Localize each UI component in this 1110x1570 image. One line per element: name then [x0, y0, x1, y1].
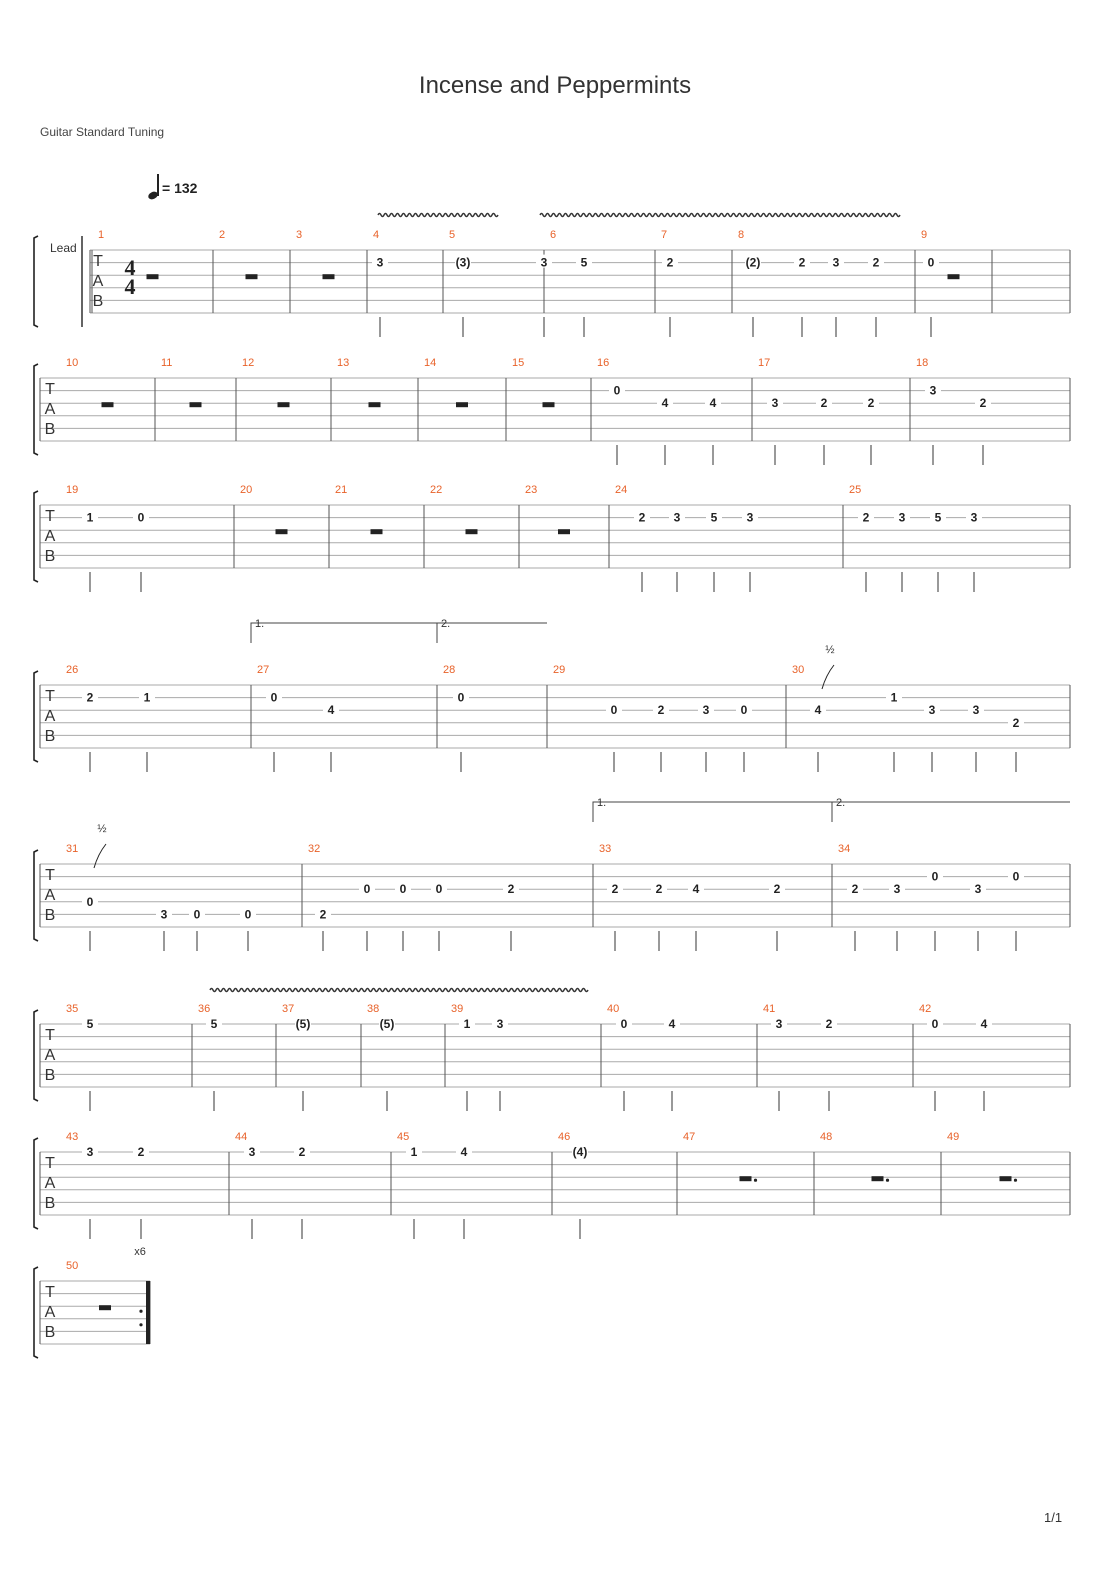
rest-symbol: [543, 402, 555, 407]
measure-number: 16: [597, 357, 610, 369]
time-signature-bottom: 4: [124, 274, 136, 299]
bend-amount: ½: [825, 644, 835, 656]
rest-symbol: [466, 529, 478, 534]
volta-bracket: [832, 802, 1070, 822]
fret-number: 2: [137, 1145, 145, 1159]
measure-number: 46: [558, 1131, 571, 1143]
repeat-dot: [139, 1323, 142, 1326]
rest-symbol: [371, 529, 383, 534]
measure-number: 9: [921, 229, 928, 241]
fret-number: 3: [376, 255, 384, 270]
fret-number: 3: [929, 383, 937, 398]
fret-number: 5: [710, 510, 718, 525]
measure-number: 8: [738, 229, 745, 241]
tab-letter-b: B: [44, 1195, 56, 1212]
instrument-label: Lead: [50, 241, 77, 255]
fret-number: 1: [86, 510, 94, 525]
fret-number: 0: [193, 907, 201, 922]
rest-dot: [1014, 1179, 1017, 1182]
fret-number: 2: [86, 690, 94, 705]
measure-number: 40: [607, 1003, 620, 1015]
fret-number: 3: [893, 882, 901, 897]
rest-symbol: [872, 1176, 884, 1181]
fret-number: 4: [668, 1017, 676, 1031]
system-bracket: [34, 364, 38, 455]
fret-number: 2: [298, 1145, 306, 1159]
fret-number: (5): [295, 1017, 311, 1031]
volta-bracket: [593, 802, 832, 822]
volta-label: 2.: [836, 797, 846, 809]
rest-symbol: [190, 402, 202, 407]
fret-number: 3: [248, 1145, 256, 1159]
fret-number: 0: [399, 882, 407, 897]
measure-number: 13: [337, 357, 350, 369]
fret-number: 1: [890, 690, 898, 705]
fret-number: 2: [825, 1017, 833, 1031]
fret-number: (3): [455, 255, 471, 270]
tab-letter-a: A: [44, 887, 56, 904]
tab-letter-t: T: [45, 1284, 55, 1301]
rest-symbol: [1000, 1176, 1012, 1181]
system-bracket: [34, 1010, 38, 1101]
fret-number: 2: [507, 882, 515, 897]
fret-number: 2: [979, 396, 987, 411]
tab-letter-t: T: [45, 508, 55, 525]
tab-letter-b: B: [44, 728, 56, 745]
fret-number: 3: [86, 1145, 94, 1159]
fret-number: 4: [814, 703, 822, 718]
fret-number: 3: [974, 882, 982, 897]
tab-letter-b: B: [92, 293, 104, 310]
measure-number: 26: [66, 664, 79, 676]
measure-number: 36: [198, 1003, 211, 1015]
fret-number: 1: [143, 690, 151, 705]
rest-symbol: [276, 529, 288, 534]
measure-number: 4: [373, 229, 380, 241]
fret-number: 2: [666, 255, 674, 270]
measure-number: 31: [66, 843, 79, 855]
measure-number: 38: [367, 1003, 380, 1015]
fret-number: 0: [740, 703, 748, 718]
tab-letter-t: T: [45, 381, 55, 398]
measure-number: 6: [550, 229, 557, 241]
measure-number: 27: [257, 664, 270, 676]
tab-letter-t: T: [45, 688, 55, 705]
fret-number: 3: [160, 907, 168, 922]
fret-number: 0: [931, 869, 939, 884]
tab-letter-t: T: [45, 1027, 55, 1044]
rest-symbol: [246, 274, 258, 279]
measure-number: 44: [235, 1131, 248, 1143]
fret-number: 3: [771, 396, 779, 411]
repeat-dot: [139, 1310, 142, 1313]
measure-number: 7: [661, 229, 668, 241]
tab-letter-a: A: [44, 528, 56, 545]
tab-letter-b: B: [44, 421, 56, 438]
measure-number: 1: [98, 229, 105, 241]
measure-number: 3: [296, 229, 303, 241]
measure-number: 20: [240, 484, 253, 496]
tab-letter-a: A: [44, 401, 56, 418]
fret-number: 3: [775, 1017, 783, 1031]
fret-number: 4: [692, 882, 700, 897]
fret-number: 3: [898, 510, 906, 525]
fret-number: 5: [210, 1017, 218, 1031]
final-barline: [146, 1281, 150, 1344]
fret-number: 2: [638, 510, 646, 525]
rest-dot: [754, 1179, 757, 1182]
fret-number: 2: [773, 882, 781, 897]
fret-number: 3: [673, 510, 681, 525]
page-number: 1/1: [1044, 1510, 1063, 1525]
tab-letter-a: A: [44, 1175, 56, 1192]
tab-letter-b: B: [44, 1324, 56, 1341]
fret-number: (4): [572, 1145, 588, 1159]
measure-number: 29: [553, 664, 566, 676]
measure-number: 37: [282, 1003, 295, 1015]
system-bracket: [34, 491, 38, 582]
measure-number: 2: [219, 229, 226, 241]
measure-number: 18: [916, 357, 929, 369]
fret-number: 2: [851, 882, 859, 897]
measure-number: 24: [615, 484, 628, 496]
fret-number: 2: [820, 396, 828, 411]
tab-letter-b: B: [44, 548, 56, 565]
rest-symbol: [278, 402, 290, 407]
bend-amount: ½: [97, 823, 107, 835]
fret-number: 2: [655, 882, 663, 897]
fret-number: 3: [496, 1017, 504, 1031]
fret-number: 0: [435, 882, 443, 897]
measure-number: 12: [242, 357, 255, 369]
fret-number: 2: [611, 882, 619, 897]
fret-number: 0: [244, 907, 252, 922]
tab-letter-a: A: [44, 708, 56, 725]
fret-number: (5): [379, 1017, 395, 1031]
volta-label: 1.: [255, 618, 265, 630]
fret-number: 0: [1012, 869, 1020, 884]
measure-number: 15: [512, 357, 525, 369]
vibrato-mark: [378, 214, 498, 217]
fret-number: 0: [137, 510, 145, 525]
volta-label: 2.: [441, 618, 451, 630]
measure-number: 49: [947, 1131, 960, 1143]
score-title: Incense and Peppermints: [418, 72, 692, 99]
volta-bracket: [437, 623, 547, 643]
fret-number: 3: [702, 703, 710, 718]
fret-number: 2: [862, 510, 870, 525]
measure-number: 11: [161, 357, 173, 369]
rest-symbol: [369, 402, 381, 407]
fret-number: 3: [746, 510, 754, 525]
fret-number: 0: [610, 703, 618, 718]
measure-number: 14: [424, 357, 437, 369]
fret-number: 4: [327, 703, 335, 718]
measure-number: 33: [599, 843, 612, 855]
fret-number: 2: [1012, 715, 1020, 730]
rest-symbol: [740, 1176, 752, 1181]
fret-number: 5: [580, 255, 588, 270]
fret-number: 0: [457, 690, 465, 705]
measure-number: 28: [443, 664, 456, 676]
tab-letter-b: B: [44, 907, 56, 924]
fret-number: 3: [928, 703, 936, 718]
fret-number: 2: [872, 255, 880, 270]
measure-number: 34: [838, 843, 851, 855]
fret-number: 0: [931, 1017, 939, 1031]
measure-number: 5: [449, 229, 456, 241]
fret-number: 2: [657, 703, 665, 718]
measure-number: 50: [66, 1260, 79, 1272]
tab-letter-a: A: [44, 1047, 56, 1064]
system-bracket: [34, 671, 38, 762]
rest-symbol: [948, 274, 960, 279]
fret-number: 5: [934, 510, 942, 525]
fret-number: (2): [745, 255, 761, 270]
rest-symbol: [558, 529, 570, 534]
volta-bracket: [251, 623, 437, 643]
measure-number: 48: [820, 1131, 833, 1143]
measure-number: 41: [763, 1003, 776, 1015]
measure-number: 17: [758, 357, 771, 369]
rest-symbol: [147, 274, 159, 279]
vibrato-mark: [540, 214, 900, 217]
rest-symbol: [99, 1305, 111, 1310]
vibrato-mark: [210, 989, 588, 992]
measure-number: 23: [525, 484, 538, 496]
system-bracket: [34, 236, 38, 327]
fret-number: 0: [86, 894, 94, 909]
tuning-label: Guitar Standard Tuning: [40, 125, 165, 139]
fret-number: 5: [86, 1017, 94, 1031]
rest-dot: [886, 1179, 889, 1182]
fret-number: 3: [832, 255, 840, 270]
measure-number: 39: [451, 1003, 464, 1015]
measure-number: 10: [66, 357, 79, 369]
measure-number: 43: [66, 1131, 79, 1143]
rest-symbol: [456, 402, 468, 407]
measure-number: 32: [308, 843, 321, 855]
measure-number: 21: [335, 484, 348, 496]
rest-symbol: [102, 402, 114, 407]
fret-number: 3: [972, 703, 980, 718]
repeat-count: x6: [134, 1246, 146, 1258]
measure-number: 22: [430, 484, 443, 496]
tab-letter-b: B: [44, 1067, 56, 1084]
measure-number: 47: [683, 1131, 696, 1143]
system-bracket: [34, 1267, 38, 1358]
fret-number: 1: [410, 1145, 418, 1159]
measure-number: 35: [66, 1003, 79, 1015]
tab-letter-t: T: [93, 253, 103, 270]
volta-label: 1.: [597, 797, 607, 809]
rest-symbol: [323, 274, 335, 279]
tab-letter-a: A: [44, 1304, 56, 1321]
fret-number: 2: [867, 396, 875, 411]
fret-number: 4: [460, 1145, 468, 1159]
measure-number: 25: [849, 484, 862, 496]
measure-number: 19: [66, 484, 79, 496]
fret-number: 1: [463, 1017, 471, 1031]
fret-number: 3: [540, 255, 548, 270]
measure-number: 42: [919, 1003, 932, 1015]
fret-number: 4: [661, 396, 669, 411]
tab-letter-t: T: [45, 1155, 55, 1172]
time-signature-top: 4: [124, 255, 136, 280]
fret-number: 0: [363, 882, 371, 897]
fret-number: 2: [798, 255, 806, 270]
fret-number: 3: [970, 510, 978, 525]
fret-number: 0: [620, 1017, 628, 1031]
fret-number: 4: [709, 396, 717, 411]
measure-number: 30: [792, 664, 805, 676]
fret-number: 0: [270, 690, 278, 705]
fret-number: 0: [613, 383, 621, 398]
tab-letter-a: A: [92, 273, 104, 290]
fret-number: 2: [319, 907, 327, 922]
measure-number: 45: [397, 1131, 410, 1143]
fret-number: 0: [927, 255, 935, 270]
tempo-value: = 132: [162, 180, 198, 196]
system-bracket: [34, 1138, 38, 1229]
fret-number: 4: [980, 1017, 988, 1031]
system-bracket: [34, 850, 38, 941]
tab-letter-t: T: [45, 867, 55, 884]
